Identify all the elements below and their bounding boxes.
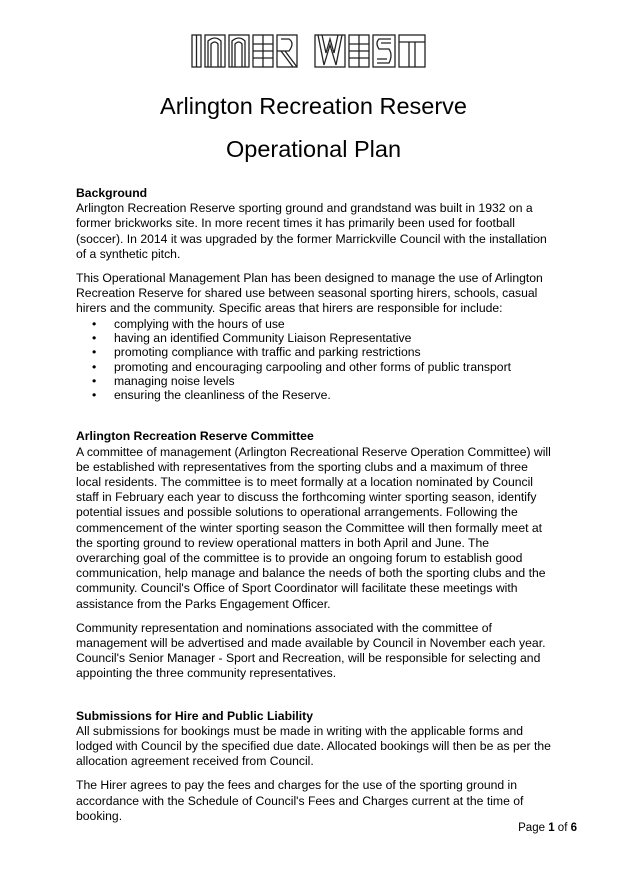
inner-west-logo <box>191 33 437 69</box>
document-subtitle: Operational Plan <box>225 136 402 162</box>
responsibilities-list <box>76 317 556 403</box>
logo-graphic <box>191 33 437 69</box>
bullet-icon: • <box>92 359 97 374</box>
total-pages: 6 <box>570 822 577 834</box>
committee-heading: Arlington Recreation Reserve Committee <box>76 429 314 444</box>
list-item: • managing noise levels <box>92 373 235 388</box>
background-paragraph-2: This Operational Management Plan has been designed to manage the use of Arlington Recreation Reserve for shared use between seasonal sporting hirers, schools, casual hirers and the community. Specific areas that hirers are responsible for include: <box>76 271 543 316</box>
document-body <box>76 186 556 824</box>
list-item: • promoting and encouraging carpooling and other forms of public transport <box>92 359 512 374</box>
list-item: • promoting compliance with traffic and parking restrictions <box>92 345 421 360</box>
committee-paragraph-1: A committee of management (Arlington Recreational Reserve Operation Committee) will be established with representatives from the sporting clubs and a maximum of three local residents. The committee is to meet formally at a location nominated by Council staff in February each year to discuss the forthcoming winter sporting season, identify potential issues and possible solutions to operational arrangements. Following the commencement of the winter sporting season the Committee will then formally meet at the sporting ground to review operational matters in both April and June. The overarching goal of the committee is to provide an ongoing forum to establish good communication, help manage and balance the needs of both the sporting clubs and the community. Council's Office of Sport Coordinator will facilitate these meetings with assistance from the Parks Engagement Officer. <box>76 444 551 611</box>
list-item: • having an identified Community Liaison Representative <box>92 330 412 345</box>
current-page: 1 <box>548 822 555 834</box>
page-number: Page 1 of 6 <box>518 822 577 834</box>
list-item: • ensuring the cleanliness of the Reserve. <box>92 388 331 403</box>
bullet-icon: • <box>92 388 97 403</box>
bullet-icon: • <box>92 345 97 360</box>
document-title: Arlington Recreation Reserve <box>160 93 467 119</box>
committee-paragraph-2: Community representation and nominations associated with the committee of management will be advertised and made available by Council in November each year. Council's Senior Manager - Sport and Recreation, will be responsible for selecting and appointing the three community representatives. <box>76 620 546 681</box>
bullet-icon: • <box>92 330 97 345</box>
submissions-paragraph-2: The Hirer agrees to pay the fees and charges for the use of the sporting ground in accordance with the Schedule of Council's Fees and Charges current at the time of booking. <box>76 778 524 823</box>
bullet-icon: • <box>92 316 97 331</box>
submissions-heading: Submissions for Hire and Public Liability <box>76 708 314 723</box>
bullet-icon: • <box>92 373 97 388</box>
list-item: • complying with the hours of use <box>92 316 285 331</box>
submissions-paragraph-1: All submissions for bookings must be made in writing with the applicable forms and lodged with Council by the specified due date. Allocated bookings will then be as per the allocation agreement received from Council. <box>76 723 551 769</box>
background-paragraph-1: Arlington Recreation Reserve sporting ground and grandstand was built in 1932 on a former brickworks site. In more recent times it has primarily been used for football (soccer). In 2014 it was upgraded by the former Marrickville Council with the installation of a synthetic pitch. <box>76 201 547 261</box>
background-heading: Background <box>76 186 148 200</box>
